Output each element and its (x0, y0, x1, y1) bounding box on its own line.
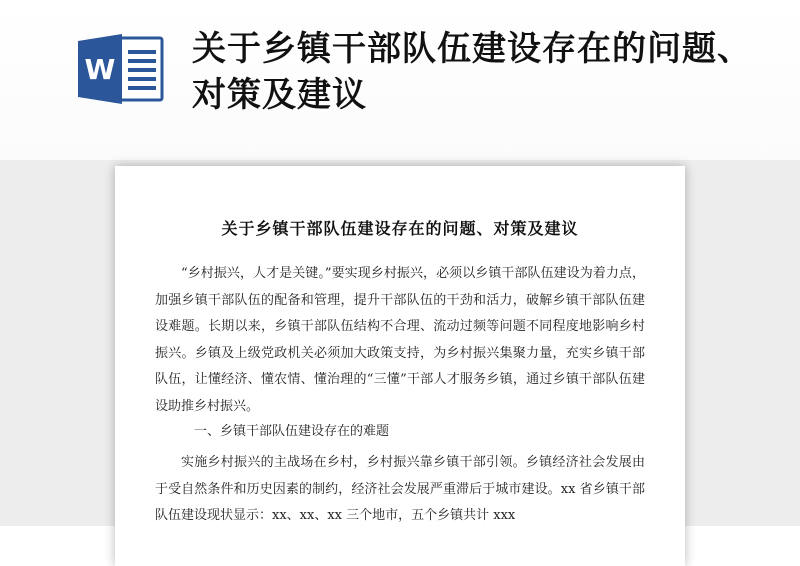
section-heading: 一、乡镇干部队伍建设存在的难题 (194, 424, 390, 439)
document-page (115, 166, 685, 566)
header-banner (0, 0, 800, 160)
document-title: 关于乡镇干部队伍建设存在的问题、对策及建议 (221, 219, 579, 238)
document-paragraph: “乡村振兴，人才是关键。”要实现乡村振兴，必须以乡镇干部队伍建设为着力点，加强乡镇干部队伍的配备和管理，提升干部队伍的干劲和活力，破解乡镇干部队伍建设难题。长期以来，乡镇干部队伍结构不合理、流动过频等问题不同程度地影响乡村振兴。乡镇及上级党政机关必须加大政策支持，为乡村振兴集聚力量，充实乡镇干部队伍，让懂经济、懂农情、懂治理的“三懂”干部人才服务乡镇，通过乡镇干部队伍建设助推乡村振兴。 (155, 266, 645, 414)
svg-text:W: W (84, 53, 116, 86)
document-paragraph: 实施乡村振兴的主战场在乡村，乡村振兴靠乡镇干部引领。乡镇经济社会发展由于受自然条件和历史因素的制约，经济社会发展严重滞后于城市建设。xx 省乡镇干部队伍建设现状显示：xx、xx、xx 三个地市，五个乡镇共计 xxx (155, 455, 645, 524)
word-document-icon (76, 32, 166, 106)
page-title: 关于乡镇干部队伍建设存在的问题、对策及建议 (192, 29, 752, 115)
